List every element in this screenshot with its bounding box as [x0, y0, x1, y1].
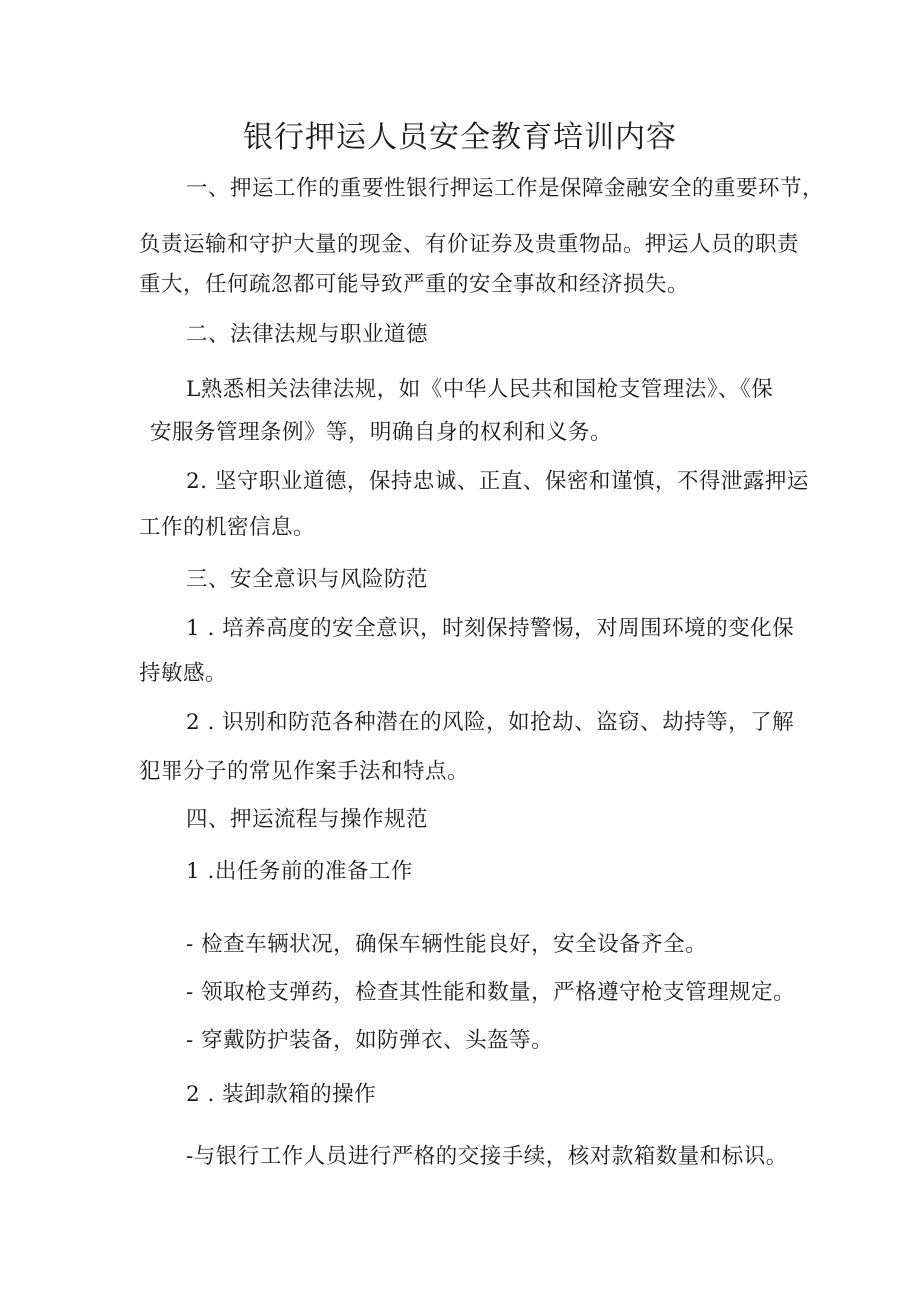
subheading-1: 1 .出任务前的准备工作 — [186, 859, 413, 884]
document-title: 银行押运人员安全教育培训内容 — [243, 120, 677, 155]
section-heading-3: 三、安全意识与风险防范 — [186, 567, 429, 592]
paragraph-4-line-1: 1 . 培养高度的安全意识，时刻保持警惕，对周围环境的变化保 — [186, 616, 795, 641]
paragraph-5-line-2: 犯罪分子的常见作案手法和特点。 — [139, 759, 470, 784]
paragraph-2-line-1: L熟悉相关法律法规，如《中华人民共和国枪支管理法》、《保 — [186, 377, 774, 402]
subheading-2: 2 . 装卸款箱的操作 — [186, 1082, 377, 1107]
paragraph-1-line-2: 负责运输和守护大量的现金、有价证券及贵重物品。押运人员的职责 — [139, 232, 800, 257]
bullet-item-3: - 穿戴防护装备，如防弹衣、头盔等。 — [186, 1028, 554, 1053]
bullet-item-1: - 检查车辆状况，确保车辆性能良好，安全设备齐全。 — [186, 932, 708, 957]
paragraph-2-line-2: 安服务管理条例》等，明确自身的权利和义务。 — [150, 420, 613, 445]
paragraph-4-line-2: 持敏感。 — [139, 661, 228, 686]
paragraph-3-line-1: 2. 坚守职业道德，保持忠诚、正直、保密和谨慎，不得泄露押运 — [186, 469, 809, 494]
bullet-item-4: -与银行工作人员进行严格的交接手续，核对款箱数量和标识。 — [186, 1144, 788, 1169]
bullet-item-2: - 领取枪支弹药，检查其性能和数量，严格遵守枪支管理规定。 — [186, 980, 796, 1005]
paragraph-5-line-1: 2 . 识别和防范各种潜在的风险，如抢劫、盗窃、劫持等，了解 — [186, 710, 795, 735]
section-heading-4: 四、押运流程与操作规范 — [186, 807, 429, 832]
paragraph-1-line-1: 一、押运工作的重要性银行押运工作是保障金融安全的重要环节， — [186, 176, 825, 201]
paragraph-1-line-3: 重大，任何疏忽都可能导致严重的安全事故和经济损失。 — [139, 272, 690, 297]
paragraph-3-line-2: 工作的机密信息。 — [139, 515, 316, 540]
section-heading-2: 二、法律法规与职业道德 — [186, 322, 429, 347]
